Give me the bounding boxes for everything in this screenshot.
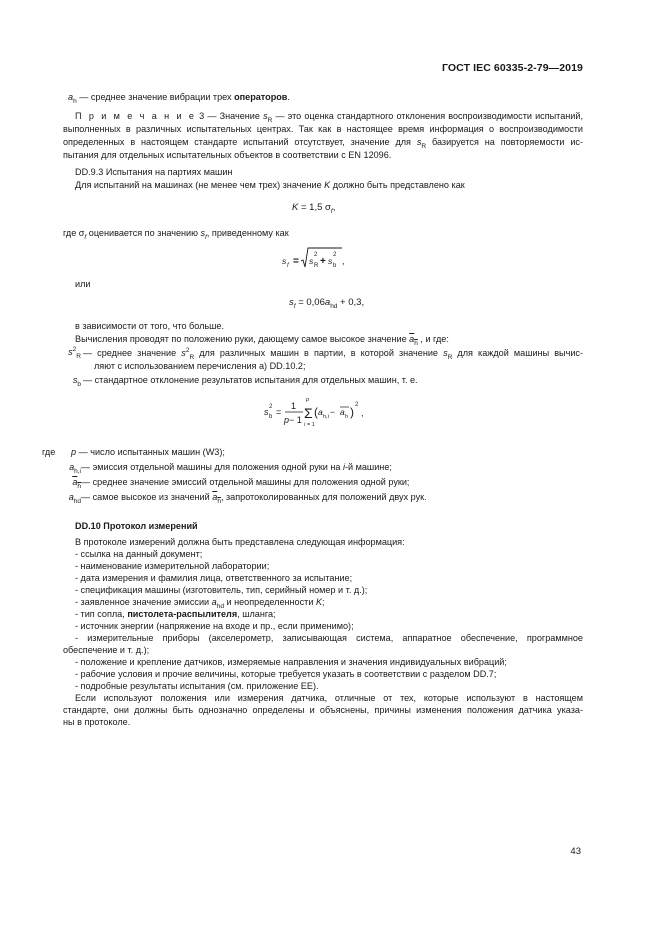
list-item: - дата измерения и фамилия лица, ответственного за испытание; [75, 573, 353, 583]
frac-denominator-p: p [284, 415, 290, 425]
paren-open: ( [314, 405, 318, 419]
note-line-2: выполненных в различных испытательных центрах. Так как в настоящее время информация о воспроизводимости [63, 124, 583, 134]
formula-comma: , [342, 256, 345, 266]
where-sf-line: где $\sigma_f$ оценивается по значению $s_f$, приведенному как [63, 228, 289, 241]
sb2-comma: , [361, 408, 364, 418]
minus-sign: − [330, 407, 335, 417]
sR2-def-line-2: ляют с использованием перечисления а) DD.10.2; [94, 361, 306, 371]
note-line-1: П р и м е ч а н и е 3 — Значение $s_R$ — это оценка стандартного отклонения воспроизводимости испытаний, [75, 111, 583, 124]
note-line-3: определенных в настоящем стандарте испытаний отсутствует, значение для $s_R$ базируется на повторяемости ис- [63, 137, 583, 150]
def-ahi: — эмиссия отдельной машины для положения одной руки на i-й машине; [81, 462, 392, 472]
frac-numerator: 1 [291, 401, 297, 411]
list-item-continuation: обеспечение и т. д.); [63, 645, 150, 655]
sb2-sym: s [264, 407, 269, 417]
closing-line-1: Если используют положения или измерения датчика, отличные от тех, которые используют в настоящем [75, 693, 583, 703]
page-number: 43 [570, 846, 581, 857]
ahd-label: $a_{hd}$ [68, 492, 81, 505]
list-item: - источник энергии (напряжение на входе и пр., если применимо); [75, 621, 354, 631]
sb2-sub: b [269, 414, 273, 420]
sum-lower-i: i [304, 422, 306, 428]
ah-mean-sym: a [340, 407, 345, 417]
ahi-label: $a_{h,i}$ [69, 462, 81, 475]
sb-label: $s_b$ [72, 375, 81, 388]
ahi-sym: a [318, 407, 323, 417]
ah-label: $a_h$ [72, 477, 81, 490]
dd10-intro: В протоколе измерений должна быть представлена следующая информация: [75, 537, 405, 547]
sb2-sup: 2 [269, 404, 273, 410]
list-item: - ссылка на данный документ; [75, 549, 203, 559]
plus-sign: + [320, 256, 326, 267]
sb-def-text: — стандартное отклонение результатов испытания для отдельных машин, т. е. [83, 375, 418, 385]
note-line-4: пытания для отдельных испытательных объектов в соответствии с EN 12096. [63, 150, 392, 160]
list-item: - заявленное значение эмиссии $a_{hd}$ и неопределенности K; [75, 597, 325, 610]
depend-line: в зависимости от того, что больше. [75, 321, 225, 331]
list-item: - спецификация машины (изготовитель, тип, серийный номер и т. д.); [75, 585, 368, 595]
sum-lower-rest: = 1 [307, 422, 315, 428]
section-dd10-title: DD.10 Протокол измерений [75, 521, 198, 531]
frac-denominator-minus: − 1 [289, 415, 302, 425]
list-item: - измерительные приборы (акселерометр, записывающая система, аппаратное обеспечение, программное [75, 633, 583, 643]
ahi-sub: h,i [323, 414, 329, 420]
sb-sup: 2 [333, 252, 337, 258]
list-item: - наименование измерительной лаборатории; [75, 561, 270, 571]
list-item: - рабочие условия и прочие величины, которые требуется указать в соответствии с разделом DD.7; [75, 669, 497, 679]
sR-sym: s [309, 256, 314, 266]
sum-upper: p [306, 397, 310, 403]
def-ahd: — самое высокое из значений $a_h$, запротоколированных для положений двух рук. [81, 492, 427, 505]
closing-line-2: стандарте, они должны быть однозначно определены и объяснены, причины изменения положения датчика указа- [63, 705, 583, 715]
closing-line-3: ны в протоколе. [63, 717, 131, 727]
sf-sym: s [282, 256, 287, 266]
square-sup: 2 [355, 402, 359, 408]
sb-sub: b [333, 263, 337, 269]
ah-definition: $a_h$ — среднее значение вибрации трех операторов. [68, 92, 290, 105]
formula-k: K = 1,5 $\sigma_f$, [292, 202, 336, 215]
sf-eq: = [293, 256, 299, 267]
formula-sf-linear: $s_f = 0,06a_{hd} + 0,3$, [289, 297, 365, 310]
sum-sign: Σ [304, 405, 313, 421]
list-item: - положение и крепление датчиков, измеряемые направления и значения индивидуальных вибраций; [75, 657, 507, 667]
or-word: или [75, 279, 91, 289]
sf-sub: f [287, 263, 289, 269]
def-p: p — число испытанных машин (W3); [71, 447, 225, 457]
formula-sb2 [262, 394, 372, 432]
sR2-label: $s^2_R$ [68, 345, 81, 360]
dd93-intro: Для испытаний на машинах (не менее чем трех) значение K должно быть представлено как [75, 180, 465, 190]
section-dd93-title: DD.9.3 Испытания на партиях машин [75, 167, 233, 177]
paren-close: ) [350, 405, 354, 419]
list-item: - подробные результаты испытания (см. приложение ЕЕ). [75, 681, 319, 691]
ah-mean-sub: h [345, 414, 349, 420]
sb-sym: s [328, 256, 333, 266]
sR2-def-line-1: — среднее значение $s^2_R$ для различных машин в партии, в которой значение $s_R$ для каждой машины вычис- [83, 346, 583, 361]
where-word: где [42, 447, 56, 457]
def-ah: — среднее значение эмиссий отдельной машины для положения одной руки; [81, 477, 410, 487]
sR-sub: R [314, 263, 319, 269]
document-header: ГОСТ IEC 60335-2-79—2019 [441, 62, 583, 74]
calc-line: Вычисления проводят по положению руки, дающему самое высокое значение $a_h$ , и где: [75, 334, 449, 347]
sb2-eq: = [276, 407, 282, 417]
sR-sup: 2 [314, 252, 318, 258]
formula-sf-sqrt [280, 244, 360, 272]
list-item: - тип сопла, пистолета-распылителя, шланга; [75, 609, 276, 619]
